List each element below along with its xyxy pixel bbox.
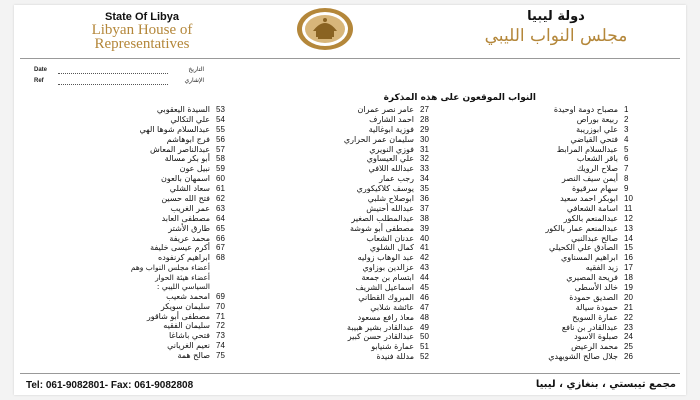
signatory-number: 69 — [216, 291, 225, 301]
signatory-entry — [266, 263, 436, 273]
signatory-entry — [470, 253, 640, 263]
signatory-name: عبد الوهاب زوليه — [357, 253, 414, 263]
signatory-name: السيدة اليعقوبي — [156, 105, 210, 114]
signatory-entry — [62, 154, 232, 164]
signatory-entry — [266, 332, 436, 342]
signatory-name: عدنان الشعاب — [366, 233, 414, 243]
signatory-entry — [266, 154, 436, 164]
signatory-name: ابراهيم المسناوي — [561, 253, 618, 263]
date-line — [58, 73, 168, 74]
signatory-name: عبدالقادر حسن كبير — [347, 332, 414, 342]
signatory-entry — [62, 302, 232, 312]
signatory-column-2 — [266, 105, 436, 362]
signatory-entry — [470, 125, 640, 135]
signatory-name: سهام سرقيوة — [571, 184, 618, 194]
signatory-name: اسمهان بالعون — [160, 174, 210, 184]
signatory-name: عبدالقادر بن نافع — [561, 322, 618, 332]
signatory-name: امحمد شعيب — [166, 291, 210, 301]
signatory-name: ربيعة بوراص — [576, 114, 618, 124]
state-name-en: State Of Libya — [105, 11, 179, 23]
signatory-entry — [470, 214, 640, 224]
signatory-entry — [266, 214, 436, 224]
signatory-number: 65 — [216, 223, 225, 233]
signatory-number: 25 — [624, 342, 633, 352]
signatory-number: 9 — [624, 184, 629, 194]
signatory-number: 46 — [420, 292, 429, 302]
signatory-entry — [62, 135, 232, 145]
signatory-entry — [266, 174, 436, 184]
signatory-number: 64 — [216, 213, 225, 223]
signatory-entry — [470, 273, 640, 283]
signatory-number: 5 — [624, 144, 629, 154]
signatory-entry — [470, 303, 640, 313]
ref-label: Ref — [34, 78, 44, 84]
signatory-entry — [266, 224, 436, 234]
signatory-name: سليمان سويكر — [160, 301, 210, 311]
signatory-entry — [470, 174, 640, 184]
dialogue-members-note: أعضاء هيئة الحوار — [155, 272, 210, 282]
signatory-name: زيد الفقيه — [585, 263, 618, 273]
signatory-name: عبدالله أحنيش — [366, 203, 414, 213]
signatory-entry — [62, 214, 232, 224]
signatory-entry — [62, 145, 232, 155]
signatory-number: 68 — [216, 253, 225, 263]
signatory-name: فرج ابوهاشم — [166, 134, 210, 144]
signatory-entry — [470, 234, 640, 244]
signatory-number: 53 — [216, 105, 225, 114]
signatory-entry — [266, 303, 436, 313]
signatory-name: باقر الشعاب — [576, 154, 618, 164]
signatory-entry — [470, 323, 640, 333]
signatory-name: علي التكالي — [170, 114, 210, 124]
signatory-number: 37 — [420, 203, 429, 213]
signatory-number: 19 — [624, 283, 633, 293]
signatory-entry — [266, 135, 436, 145]
signatory-name: عبدالسلام شوها الهي — [139, 124, 210, 134]
signatory-name: مصطفى أبو شاقور — [146, 311, 210, 321]
signatory-name: فتح الله حسين — [161, 194, 210, 204]
state-name-ar: دولة ليبيا — [527, 9, 585, 24]
signatory-entry — [266, 204, 436, 214]
signatory-number: 30 — [420, 134, 429, 144]
signatory-name: مصطفى العابد — [161, 213, 210, 223]
signatory-number: 71 — [216, 311, 225, 321]
signatory-entry — [266, 283, 436, 293]
signatory-entry — [62, 312, 232, 322]
signatory-name: سليمان الفقيه — [163, 321, 210, 331]
signatory-name: المبروك القطاني — [358, 292, 414, 302]
signatory-name: فوزي النويري — [369, 144, 414, 154]
signatory-name: اسماعيل الشريف — [355, 283, 414, 293]
house-seal-logo — [295, 7, 355, 51]
signatory-number: 74 — [216, 341, 225, 351]
signatory-number: 52 — [420, 352, 429, 362]
signatory-name: أيمن سيف النصر — [561, 174, 618, 184]
signatory-name: خالد الأسطى — [574, 283, 618, 293]
signatory-number: 59 — [216, 164, 225, 174]
signatory-name: عزالدين بوزاوي — [362, 263, 414, 273]
signatory-entry — [470, 263, 640, 273]
signatory-name: مصباح دومة اوحيدة — [553, 105, 618, 114]
signatory-number: 31 — [420, 144, 429, 154]
signatory-entry — [470, 313, 640, 323]
signatory-number: 70 — [216, 301, 225, 311]
signatory-number: 23 — [624, 322, 633, 332]
signatory-entry — [470, 224, 640, 234]
signatory-number: 35 — [420, 184, 429, 194]
signatory-name: ابوبكر احمد سعيد — [560, 194, 618, 204]
house-name-en-line1: Libyan House of — [91, 22, 193, 38]
signatory-entry — [266, 194, 436, 204]
signatory-entry — [266, 234, 436, 244]
signatory-name: فوزية ابوغالية — [368, 124, 414, 134]
signatory-entry — [62, 194, 232, 204]
signatory-name: صالح عبدالنبي — [571, 233, 618, 243]
signatory-number: 47 — [420, 302, 429, 312]
signatory-number: 21 — [624, 302, 633, 312]
signatory-name: عبدالناصر المعاش — [150, 144, 210, 154]
signatory-entry — [62, 125, 232, 135]
signatory-number: 10 — [624, 194, 633, 204]
ref-label-ar: الإشاري — [184, 77, 204, 84]
signatory-number: 49 — [420, 322, 429, 332]
signatory-entry — [470, 135, 640, 145]
signatory-number: 75 — [216, 351, 225, 361]
signatories-heading: النواب الموقعون على هذه المذكرة — [383, 93, 536, 103]
house-name-ar: مجلس النواب الليبي — [484, 26, 628, 46]
signatory-name: عمر الغريب — [170, 203, 210, 213]
signatory-name: ابراهيم كرنفوده — [158, 253, 210, 263]
signatory-number: 4 — [624, 134, 629, 144]
signatory-number: 11 — [624, 203, 633, 213]
signatory-entry — [266, 164, 436, 174]
signatory-name: طارق الأشتر — [168, 223, 210, 233]
signatory-name: نعيم الغرياني — [167, 341, 210, 351]
signatory-entry — [62, 351, 232, 361]
signatory-number: 7 — [624, 164, 629, 174]
signatory-number: 56 — [216, 134, 225, 144]
signatory-entry — [62, 234, 232, 244]
signatory-name: صالح همة — [177, 351, 210, 361]
signatory-number: 13 — [624, 223, 633, 233]
english-title-block — [42, 11, 242, 51]
signatory-entry — [266, 342, 436, 352]
signatory-name: عامر نصر عمران — [357, 105, 414, 114]
signatory-entry — [62, 184, 232, 194]
signatory-name: مصطفى أبو شوشة — [350, 223, 414, 233]
house-name-en-line2: Representatives — [94, 36, 190, 52]
signatory-number: 29 — [420, 124, 429, 134]
signatory-number: 6 — [624, 154, 629, 164]
signatory-number: 51 — [420, 342, 429, 352]
signatory-number: 40 — [420, 233, 429, 243]
contact-phone-fax: Tel: 061-9082801- Fax: 061-9082808 — [26, 380, 194, 391]
signatory-name: عمارة السويح — [572, 312, 618, 322]
signatory-number: 38 — [420, 213, 429, 223]
dialogue-members-note: أعضاء مجلس النواب وهم — [130, 263, 210, 273]
signatory-name: فتحي القياضي — [570, 134, 618, 144]
signatory-entry — [266, 323, 436, 333]
signatory-number: 60 — [216, 174, 225, 184]
signatory-name: فتحي باشاغا — [168, 331, 210, 341]
signatory-name: فريحة المصيري — [566, 273, 618, 283]
signatory-entry — [266, 313, 436, 323]
signatory-number: 67 — [216, 243, 225, 253]
signatory-name: يوسف كلاكيكوري — [356, 184, 414, 194]
signatory-number: 44 — [420, 273, 429, 283]
signatory-number: 27 — [420, 105, 429, 114]
signatory-entry — [62, 174, 232, 184]
signatory-name: علي العيساوي — [366, 154, 414, 164]
signatory-column-1 — [470, 105, 640, 362]
signatory-entry — [266, 243, 436, 253]
signatory-entry — [470, 105, 640, 115]
signatory-entry — [62, 164, 232, 174]
date-label-ar: التاريخ — [188, 66, 204, 73]
signatory-number: 28 — [420, 114, 429, 124]
signatory-entry — [470, 293, 640, 303]
signatory-entry — [62, 331, 232, 341]
signatory-name: عبدالله اللافي — [368, 164, 414, 174]
signatory-name: سعاد الشلي — [169, 184, 210, 194]
signatory-entry — [470, 115, 640, 125]
signatory-column-3 — [62, 105, 232, 361]
signatory-number: 18 — [624, 273, 633, 283]
signatory-number: 20 — [624, 292, 633, 302]
signatory-entry — [470, 145, 640, 155]
signatory-entry — [470, 283, 640, 293]
signatory-number: 42 — [420, 253, 429, 263]
signatory-name: علي ابوزريبة — [576, 124, 618, 134]
signatory-number: 22 — [624, 312, 633, 322]
signatory-entry — [62, 224, 232, 234]
signatory-number: 62 — [216, 194, 225, 204]
letterhead — [14, 5, 686, 57]
signatory-number: 24 — [624, 332, 633, 342]
signatory-number: 54 — [216, 114, 225, 124]
date-label: Date — [34, 67, 48, 73]
signatory-entry — [266, 293, 436, 303]
signatory-entry — [266, 352, 436, 362]
signatory-entry — [470, 164, 640, 174]
signatory-name: احمد الشارف — [369, 114, 414, 124]
signatory-number: 16 — [624, 253, 633, 263]
signatory-number: 17 — [624, 263, 633, 273]
ref-field — [34, 76, 204, 88]
signatory-entry — [62, 204, 232, 214]
signatory-number: 43 — [420, 263, 429, 273]
signatory-name: الصديق حمودة — [569, 292, 618, 302]
signatory-number: 41 — [420, 243, 429, 253]
signatory-entry — [266, 184, 436, 194]
signatory-number: 12 — [624, 213, 633, 223]
signatory-name: جلال صالح الشويهدي — [548, 352, 618, 362]
signatory-entry — [62, 292, 232, 302]
signatory-number: 33 — [420, 164, 429, 174]
signatory-number: 57 — [216, 144, 225, 154]
signatory-entry — [470, 243, 640, 253]
signatory-name: محمد الرعيض — [571, 342, 618, 352]
arabic-title-block — [456, 9, 656, 47]
address-ar: مجمع تيبستي ، بنغازي ، ليبيا — [535, 379, 676, 390]
signatory-name: أكرم عيسى خليفة — [150, 243, 210, 253]
signatory-name: عبدالقادر بشير هبيبة — [347, 322, 414, 332]
signatory-number: 48 — [420, 312, 429, 322]
signatory-number: 1 — [624, 105, 629, 114]
document-sheet — [14, 5, 686, 395]
signatory-name: ابوصلاح شلبي — [367, 194, 414, 204]
signatory-number: 26 — [624, 352, 633, 362]
signatory-entry — [470, 332, 640, 342]
signatory-number: 34 — [420, 174, 429, 184]
signatory-name: أبو بكر مسالة — [164, 154, 210, 164]
signatory-number: 15 — [624, 243, 633, 253]
signatory-number: 2 — [624, 114, 629, 124]
signatory-number: 36 — [420, 194, 429, 204]
signatory-name: مدللة فنيدة — [376, 352, 414, 362]
header-divider — [20, 58, 680, 59]
signatory-number: 32 — [420, 154, 429, 164]
signatory-number: 39 — [420, 223, 429, 233]
signatory-number: 73 — [216, 331, 225, 341]
signatory-entry — [470, 204, 640, 214]
signatory-entry — [266, 105, 436, 115]
signatory-entry — [266, 125, 436, 135]
signatory-entry — [266, 273, 436, 283]
signatory-entry — [266, 145, 436, 155]
signatory-number: 55 — [216, 124, 225, 134]
dialogue-members-note: السياسي الليبي : — [156, 282, 210, 292]
signatory-entry — [62, 105, 232, 115]
signatory-number: 61 — [216, 184, 225, 194]
signatory-number: 45 — [420, 283, 429, 293]
signatory-name: عمارة شنيابو — [371, 342, 414, 352]
signatory-entry — [62, 321, 232, 331]
signatory-number: 50 — [420, 332, 429, 342]
signatory-name: صلاح الرويك — [576, 164, 618, 174]
footer — [14, 377, 686, 395]
signatory-entry — [470, 342, 640, 352]
signatory-name: عبدالسلام المرابط — [556, 144, 618, 154]
signatory-number: 58 — [216, 154, 225, 164]
signatory-entry — [62, 243, 232, 253]
signatory-name: نبيل عون — [179, 164, 210, 174]
signatory-entry — [62, 115, 232, 125]
footer-divider — [20, 373, 680, 374]
signatory-entry — [470, 194, 640, 204]
signatory-number: 72 — [216, 321, 225, 331]
signatory-name: رجب عمار — [379, 174, 414, 184]
signatory-name: صبلوة الاسود — [574, 332, 618, 342]
signatory-name: الصادق علي الكحيلي — [549, 243, 618, 253]
signatory-number: 3 — [624, 124, 629, 134]
signatory-name: محمد عريفة — [169, 233, 210, 243]
signatory-name: عائشة شلابي — [370, 302, 414, 312]
signatory-entry — [266, 115, 436, 125]
signatory-name: اسامة الشعافي — [566, 203, 618, 213]
signatory-name: معاذ رافع مسعود — [357, 312, 414, 322]
signatory-number: 8 — [624, 174, 629, 184]
signatory-name: كمال الشلوي — [369, 243, 414, 253]
signatory-number: 63 — [216, 203, 225, 213]
ref-line — [58, 84, 168, 85]
signatory-entry — [470, 154, 640, 164]
signatory-name: حمودة سيالة — [575, 302, 618, 312]
signatory-name: عبدالمنعم عمار بالكور — [545, 223, 618, 233]
signatory-name: عبدالمطلب الصغير — [351, 213, 414, 223]
signatory-name: سليمان عمر الحراري — [343, 134, 414, 144]
signatory-number: 14 — [624, 233, 633, 243]
signatory-entry — [266, 253, 436, 263]
signatory-entry — [62, 341, 232, 351]
signatory-entry — [470, 184, 640, 194]
signatory-name: ابتسام بن جمعة — [361, 273, 414, 283]
signatory-name: عبدالمنعم بالكور — [563, 213, 618, 223]
signatory-entry — [62, 253, 232, 263]
signatory-number: 66 — [216, 233, 225, 243]
signatory-entry — [470, 352, 640, 362]
